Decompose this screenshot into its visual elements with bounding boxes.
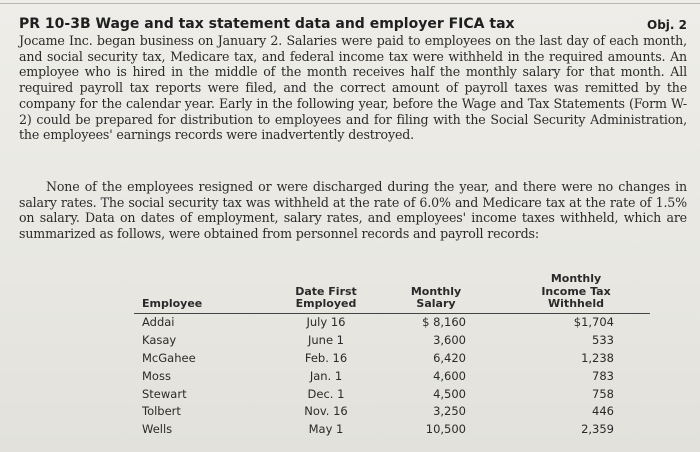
monthly-salary: 3,600 xyxy=(433,333,466,348)
monthly-salary: 4,600 xyxy=(433,368,466,383)
top-rule xyxy=(0,3,700,4)
paragraph-intro: Jocame Inc. began business on January 2. Salaries were paid to employees on the last day of each month, and social security tax, Medicare tax, and federal income tax were withheld in the required amounts. An employee who is hired in the middle of the month receives half the monthly salary for that month. All required payroll tax reports were filed, and the correct amount of payroll taxes was remitted by the company for the calendar year. Early in the following year, before the Wage and Tax Statements (Form W-2) could be prepared for distribution to employees and for filing with the Social Security Administration, the employees' earnings records were inadvertently destroyed. xyxy=(19,33,687,143)
employee-name: Moss xyxy=(142,368,171,383)
table-header-row xyxy=(134,273,650,313)
date-employed: Jan. 1 xyxy=(309,368,343,383)
table-row xyxy=(134,349,650,367)
problem-title: PR 10-3B Wage and tax statement data and employer FICA tax xyxy=(19,16,515,32)
paragraph-details: None of the employees resigned or were discharged during the year, and there were no changes in salary rates. The social security tax was withheld at the rate of 6.0% and Medicare tax at the rate of 1.5% on salary. Data on dates of employment, salary rates, and employees' income taxes withheld, which are summarized as follows, were obtained from personnel records and payroll records: xyxy=(19,179,687,242)
table-row xyxy=(134,402,650,420)
problem-header xyxy=(19,16,687,32)
date-employed: July 16 xyxy=(306,315,346,330)
income-tax-withheld: 533 xyxy=(592,333,614,348)
income-tax-withheld: 1,238 xyxy=(581,350,614,365)
monthly-salary: 6,420 xyxy=(433,350,466,365)
header-date-first-employed: Date First Employed xyxy=(282,273,370,313)
date-employed: Dec. 1 xyxy=(307,386,345,401)
objective-label: Obj. 2 xyxy=(647,18,687,32)
date-employed: June 1 xyxy=(307,333,345,348)
monthly-salary: 10,500 xyxy=(425,422,466,437)
monthly-salary: $ 8,160 xyxy=(422,315,466,330)
income-tax-withheld: $1,704 xyxy=(573,315,614,330)
table-row xyxy=(134,313,650,331)
income-tax-withheld: 2,359 xyxy=(581,422,614,437)
table-row xyxy=(134,385,650,403)
employee-name: Kasay xyxy=(142,333,177,348)
table-row xyxy=(134,331,650,349)
employee-data-table xyxy=(134,273,650,438)
income-tax-withheld: 783 xyxy=(592,368,614,383)
employee-name: McGahee xyxy=(142,350,196,365)
employee-name: Tolbert xyxy=(142,404,181,419)
monthly-salary: 3,250 xyxy=(433,404,466,419)
employee-name: Addai xyxy=(142,315,175,330)
date-employed: May 1 xyxy=(308,422,344,437)
header-employee: Employee xyxy=(134,273,282,313)
income-tax-withheld: 758 xyxy=(592,386,614,401)
employee-name: Wells xyxy=(142,422,173,437)
header-monthly-salary: Monthly Salary xyxy=(370,273,502,313)
income-tax-withheld: 446 xyxy=(592,404,614,419)
table-row xyxy=(134,420,650,438)
table-row xyxy=(134,367,650,385)
date-employed: Feb. 16 xyxy=(304,350,348,365)
header-monthly-income-tax-withheld: Monthly Income Tax Withheld xyxy=(502,273,650,313)
date-employed: Nov. 16 xyxy=(304,404,348,419)
employee-name: Stewart xyxy=(142,386,187,401)
monthly-salary: 4,500 xyxy=(433,386,466,401)
